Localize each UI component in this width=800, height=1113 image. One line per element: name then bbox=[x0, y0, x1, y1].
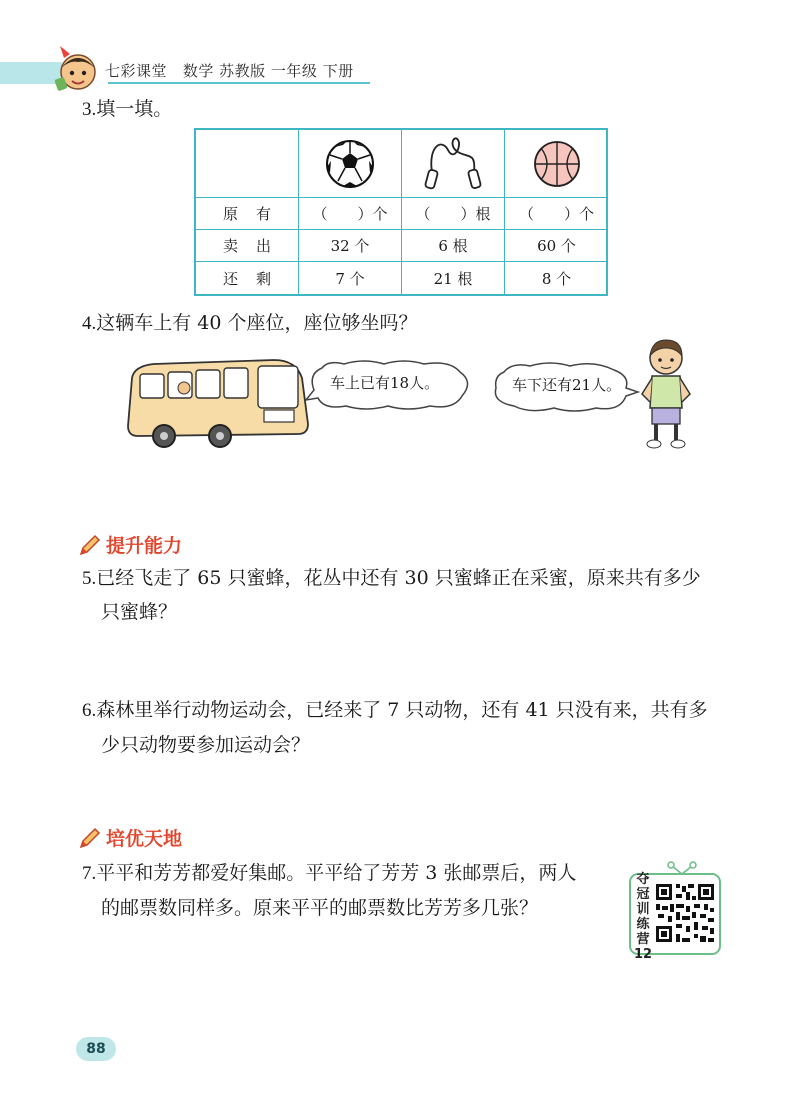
basketball-icon bbox=[533, 140, 581, 188]
question-6-cont: 少只动物要参加运动会？ bbox=[101, 734, 311, 756]
jump-rope-icon bbox=[418, 136, 488, 192]
answer-blank-soccer[interactable]: （ ）个 bbox=[299, 198, 402, 230]
header-rule bbox=[108, 82, 370, 84]
table-header-rope bbox=[402, 130, 505, 198]
table-cell: 7 个 bbox=[299, 262, 402, 294]
bubble-boy-text: 车下还有21人。 bbox=[512, 376, 622, 394]
answer-blank-basketball[interactable]: （ ）个 bbox=[505, 198, 608, 230]
table-cell: 8 个 bbox=[541, 269, 572, 288]
table-header-soccer bbox=[299, 130, 402, 198]
question-7: 7.平平和芳芳都爱好集邮。平平给了芳芳 3 张邮票后，两人 bbox=[82, 862, 577, 884]
table-cell: 32 个 bbox=[299, 230, 402, 262]
boy-illustration bbox=[636, 336, 696, 454]
question-4: 4.这辆车上有 40 个座位，座位够坐吗？ bbox=[82, 312, 418, 334]
question-5: 5.已经飞走了 65 只蜜蜂，花丛中还有 30 只蜜蜂正在采蜜，原来共有多少 bbox=[82, 567, 701, 589]
table-corner bbox=[196, 130, 299, 198]
qr-label: 夺冠训练营 12 bbox=[634, 872, 653, 962]
inventory-table bbox=[194, 128, 608, 296]
section-title-excel: 培优天地 bbox=[106, 828, 183, 850]
bus-illustration bbox=[124, 358, 314, 454]
section-title-improve: 提升能力 bbox=[106, 535, 183, 557]
bubble-bus-text: 车上已有18人。 bbox=[330, 374, 440, 392]
question-6: 6.森林里举行动物运动会，已经来了 7 只动物，还有 41 只没有来，共有多 bbox=[82, 699, 708, 721]
pencil-icon bbox=[78, 826, 102, 850]
answer-blank-rope[interactable]: （ ）根 bbox=[402, 198, 505, 230]
row-label-original: 原有 bbox=[196, 198, 299, 230]
table-header-basketball bbox=[505, 130, 608, 198]
row-label-remaining: 还剩 bbox=[196, 262, 299, 294]
row-label-sold: 卖出 bbox=[196, 230, 299, 262]
mascot-icon bbox=[50, 44, 106, 92]
pencil-icon bbox=[78, 533, 102, 557]
question-5-cont: 只蜜蜂？ bbox=[101, 601, 178, 623]
table-cell: 6 根 bbox=[402, 230, 505, 262]
table-cell: 21 根 bbox=[402, 262, 505, 294]
question-7-cont: 的邮票数同样多。原来平平的邮票数比芳芳多几张？ bbox=[101, 897, 539, 919]
header-title: 七彩课堂 数学 苏教版 一年级 下册 bbox=[105, 62, 354, 80]
table-cell: 60 个 bbox=[505, 230, 608, 262]
question-3: 3.填一填。 bbox=[82, 98, 173, 120]
soccer-ball-icon bbox=[325, 139, 375, 189]
page-number: 88 bbox=[76, 1037, 116, 1061]
